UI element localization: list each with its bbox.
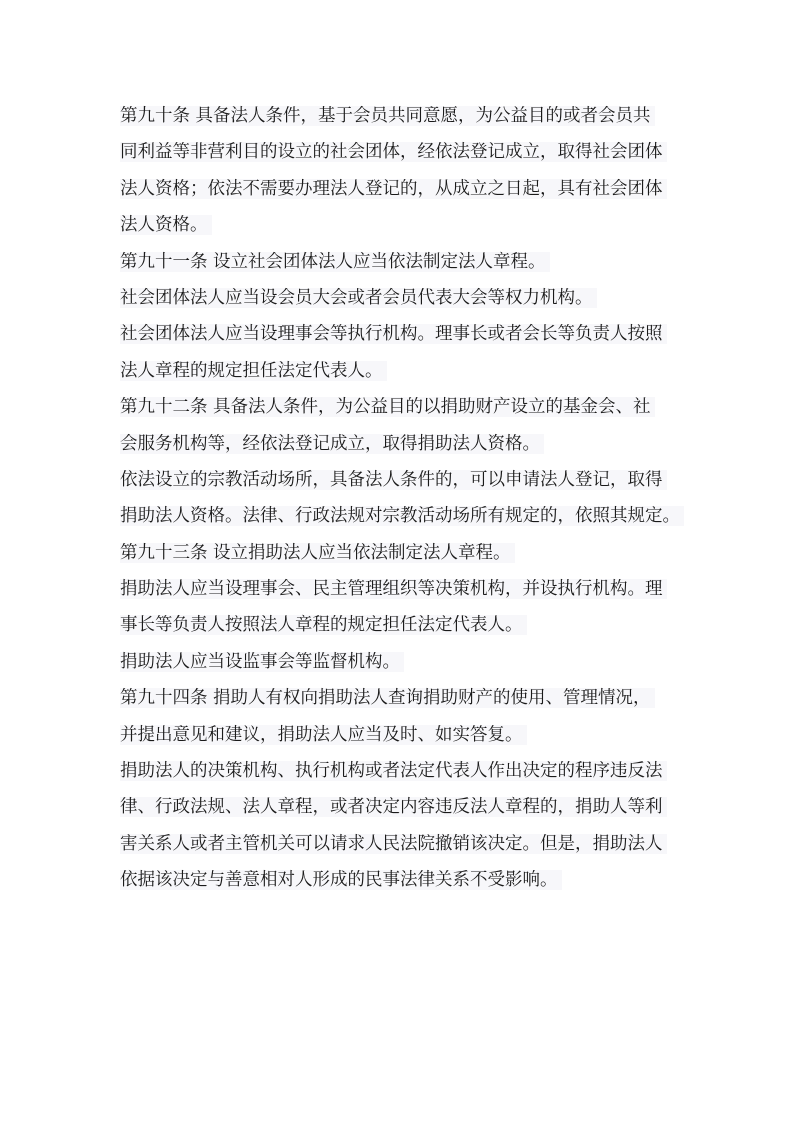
line-text: 依据该决定与善意相对人形成的民事法律关系不受影响。 [120, 870, 562, 890]
line-text: 社会团体法人应当设理事会等执行机构。理事长或者会长等负责人按照 [120, 324, 667, 344]
text-line [120, 644, 680, 680]
text-line [120, 826, 680, 862]
text-line [120, 426, 680, 462]
line-text: 第九十四条 捐助人有权向捐助法人查询捐助财产的使用、管理情况， [120, 688, 655, 708]
line-text: 律、行政法规、法人章程，或者决定内容违反法人章程的，捐助人等利 [120, 797, 667, 817]
line-text: 第九十条 具备法人条件，基于会员共同意愿，为公益目的或者会员共 [120, 106, 655, 126]
text-line [120, 316, 680, 352]
text-line [120, 98, 680, 134]
text-line [120, 389, 680, 425]
line-text: 捐助法人资格。法律、行政法规对宗教活动场所有规定的，依照其规定。 [120, 506, 684, 526]
text-line [120, 207, 680, 243]
line-text: 事长等负责人按照法人章程的规定担任法定代表人。 [120, 615, 527, 635]
text-line [120, 244, 680, 280]
line-text: 同利益等非营利目的设立的社会团体，经依法登记成立，取得社会团体 [120, 142, 667, 162]
text-line [120, 680, 680, 716]
line-text: 法人章程的规定担任法定代表人。 [120, 361, 387, 381]
text-line [120, 134, 680, 170]
text-line [120, 717, 680, 753]
line-text: 害关系人或者主管机关可以请求人民法院撤销该决定。但是，捐助法人 [120, 834, 667, 854]
text-line [120, 862, 680, 898]
line-text: 捐助法人应当设理事会、民主管理组织等决策机构，并设执行机构。理 [120, 579, 667, 599]
line-text: 法人资格；依法不需要办理法人登记的，从成立之日起，具有社会团体 [120, 179, 667, 199]
text-line [120, 535, 680, 571]
text-line [120, 498, 680, 534]
text-line [120, 353, 680, 389]
line-text: 并提出意见和建议，捐助法人应当及时、如实答复。 [120, 725, 527, 745]
text-line [120, 462, 680, 498]
line-text: 第九十三条 设立捐助法人应当依法制定法人章程。 [120, 543, 515, 563]
text-line [120, 753, 680, 789]
line-text: 捐助法人的决策机构、执行机构或者法定代表人作出决定的程序违反法 [120, 761, 667, 781]
document-body [120, 98, 680, 899]
line-text: 会服务机构等，经依法登记成立，取得捐助法人资格。 [120, 434, 544, 454]
line-text: 第九十一条 设立社会团体法人应当依法制定法人章程。 [120, 252, 550, 272]
text-line [120, 571, 680, 607]
text-line [120, 789, 680, 825]
line-text: 第九十二条 具备法人条件，为公益目的以捐助财产设立的基金会、社 [120, 397, 655, 417]
line-text: 社会团体法人应当设会员大会或者会员代表大会等权力机构。 [120, 288, 597, 308]
line-text: 依法设立的宗教活动场所，具备法人条件的，可以申请法人登记，取得 [120, 470, 667, 490]
line-text: 法人资格。 [120, 215, 212, 235]
text-line [120, 607, 680, 643]
text-line [120, 171, 680, 207]
line-text: 捐助法人应当设监事会等监督机构。 [120, 652, 404, 672]
text-line [120, 280, 680, 316]
